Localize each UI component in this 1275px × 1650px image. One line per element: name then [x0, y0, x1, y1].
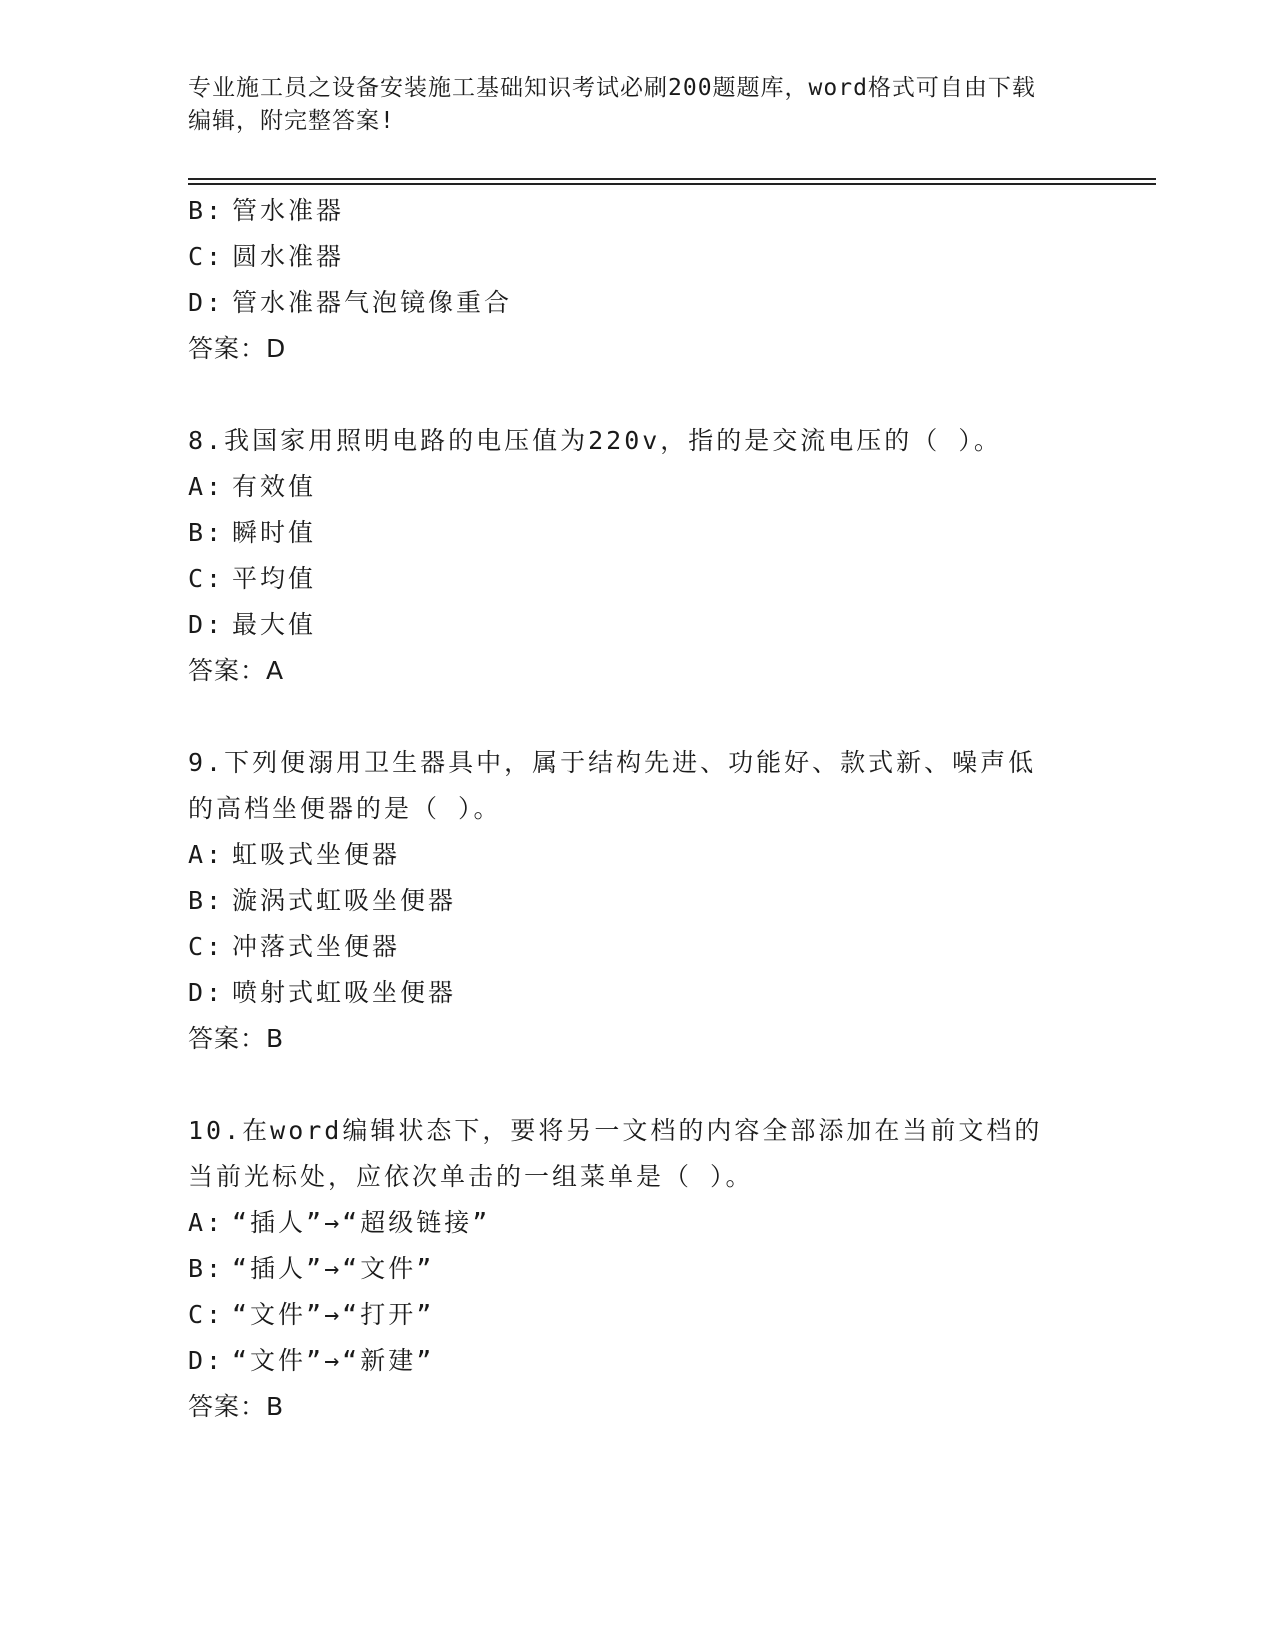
option-text: 圆水准器 — [232, 242, 345, 271]
option-letter: A: — [188, 840, 225, 869]
option-letter: B: — [188, 1254, 225, 1283]
answer: 答案：B — [188, 1024, 285, 1053]
option-text: 平均值 — [232, 564, 317, 593]
question-stem: 8.我国家用照明电路的电压值为220v，指的是交流电压的（ ）。 — [188, 426, 1002, 455]
option-c — [188, 556, 1118, 602]
option-letter: C: — [188, 1300, 225, 1329]
page-header — [188, 72, 1088, 138]
option-a — [188, 1200, 1118, 1246]
option-text: 喷射式虹吸坐便器 — [232, 978, 457, 1007]
option-d — [188, 280, 1118, 326]
answer: 答案：D — [188, 334, 287, 363]
answer: 答案：A — [188, 656, 285, 685]
option-text: “插人”→“超级链接” — [232, 1208, 491, 1237]
option-letter: C: — [188, 564, 225, 593]
question-stem-line-1: 10.在word编辑状态下，要将另一文档的内容全部添加在当前文档的 — [188, 1116, 1043, 1145]
option-letter: D: — [188, 978, 225, 1007]
option-text: 管水准器气泡镜像重合 — [232, 288, 513, 317]
header-divider-bottom — [188, 183, 1156, 185]
option-letter: B: — [188, 518, 225, 547]
option-a — [188, 464, 1118, 510]
option-text: 冲落式坐便器 — [232, 932, 401, 961]
option-c — [188, 924, 1118, 970]
option-d — [188, 970, 1118, 1016]
option-c — [188, 234, 1118, 280]
question-list — [188, 188, 1118, 1430]
option-text: 有效值 — [232, 472, 317, 501]
header-title-line-2: 编辑，附完整答案! — [188, 108, 395, 134]
spacer — [188, 1062, 1118, 1108]
spacer — [188, 694, 1118, 740]
option-text: “文件”→“打开” — [232, 1300, 435, 1329]
option-text: “文件”→“新建” — [232, 1346, 435, 1375]
option-d — [188, 602, 1118, 648]
option-letter: A: — [188, 472, 225, 501]
question-stem-line-2: 的高档坐便器的是（ ）。 — [188, 794, 502, 823]
option-b — [188, 878, 1118, 924]
option-text: 漩涡式虹吸坐便器 — [232, 886, 457, 915]
option-letter: D: — [188, 610, 225, 639]
option-letter: C: — [188, 242, 225, 271]
option-d — [188, 1338, 1118, 1384]
option-text: 管水准器 — [232, 196, 345, 225]
option-text: 最大值 — [232, 610, 317, 639]
option-letter: D: — [188, 288, 225, 317]
option-b — [188, 510, 1118, 556]
question-stem-line-2: 当前光标处，应依次单击的一组菜单是（ ）。 — [188, 1162, 754, 1191]
question-9 — [188, 740, 1118, 1062]
header-title-line-1: 专业施工员之设备安装施工基础知识考试必刷200题题库，word格式可自由下载 — [188, 75, 1036, 101]
option-b — [188, 188, 1118, 234]
question-10 — [188, 1108, 1118, 1430]
spacer — [188, 372, 1118, 418]
option-letter: A: — [188, 1208, 225, 1237]
option-text: 虹吸式坐便器 — [232, 840, 401, 869]
question-8 — [188, 418, 1118, 694]
option-text: 瞬时值 — [232, 518, 317, 547]
option-text: “插人”→“文件” — [232, 1254, 435, 1283]
option-b — [188, 1246, 1118, 1292]
option-letter: D: — [188, 1346, 225, 1375]
option-letter: C: — [188, 932, 225, 961]
option-letter: B: — [188, 196, 225, 225]
question-7-partial — [188, 188, 1118, 372]
answer: 答案：B — [188, 1392, 285, 1421]
option-c — [188, 1292, 1118, 1338]
header-divider-top — [188, 178, 1156, 180]
option-a — [188, 832, 1118, 878]
question-stem-line-1: 9.下列便溺用卫生器具中，属于结构先进、功能好、款式新、噪声低 — [188, 748, 1037, 777]
option-letter: B: — [188, 886, 225, 915]
